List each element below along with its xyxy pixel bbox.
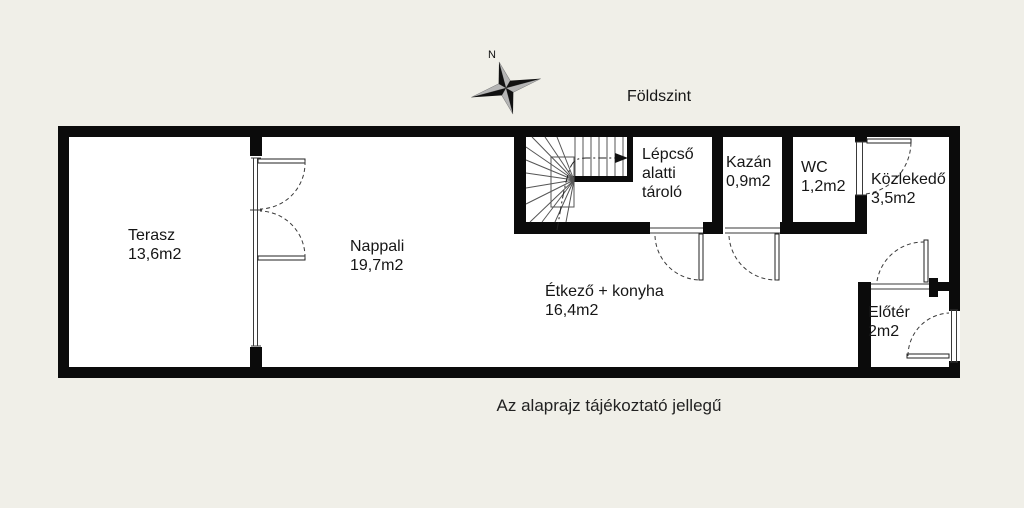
room-label-eloter: [868, 303, 910, 341]
room-name: WC: [801, 159, 828, 176]
door-leaf: [258, 159, 305, 163]
wall-left: [58, 126, 69, 378]
stair-inner-wall-horizontal: [573, 176, 633, 182]
room-label-kazan: [726, 153, 771, 191]
room-label-kozlekedo: [871, 170, 946, 208]
wall-right-upper: [949, 126, 960, 311]
door-leaf: [867, 139, 911, 143]
door-leaf: [699, 234, 703, 280]
room-area: 0,9m2: [726, 173, 771, 190]
compass-dark-blades: [464, 53, 548, 124]
page-title: Földszint: [627, 88, 692, 105]
disclaimer-note: Az alaprajz tájékoztató jellegű: [496, 396, 722, 415]
room-area: 3,5m2: [871, 190, 916, 207]
room-area: 1,2m2: [801, 178, 846, 195]
compass-north-label: N: [488, 49, 496, 61]
eloter-door-jamb: [929, 278, 938, 297]
stair-inner-wall-vertical: [627, 137, 633, 182]
terasz-wall-stub-bottom: [250, 347, 262, 367]
room-label-wc: [801, 158, 845, 196]
room-area: 13,6m2: [128, 246, 182, 263]
stair-room-wall-bottom: [514, 222, 650, 234]
wc-right-wall: [855, 195, 867, 234]
room-name: Kazán: [726, 154, 772, 171]
stair-room-wall-left: [514, 137, 526, 234]
room-area: 2m2: [868, 323, 900, 340]
wc-wall-bottom: [780, 222, 867, 234]
compass-rose: [464, 53, 548, 124]
room-name: Közlekedő: [871, 171, 946, 188]
room-name: Nappali: [350, 238, 405, 255]
door-leaf: [924, 240, 928, 282]
room-name: Lépcső alatti tároló: [642, 146, 694, 201]
wall-bottom: [58, 367, 960, 378]
room-area: 19,7m2: [350, 257, 404, 274]
door-leaf: [258, 256, 305, 260]
kazan-wc-partition: [782, 137, 793, 234]
tarolo-kazan-partition: [712, 137, 723, 234]
wall-right-lower: [949, 361, 960, 378]
room-name: Előtér: [868, 304, 910, 321]
door-leaf: [907, 354, 949, 358]
room-label-lepcso-alatti-tarolo: [642, 145, 708, 202]
wall-top: [58, 126, 960, 137]
door-leaf: [775, 234, 779, 280]
room-label-etkezo-konyha: [545, 282, 664, 320]
terasz-wall-stub-top: [250, 137, 262, 156]
wc-right-wall-stub: [855, 137, 867, 142]
eloter-wall-top-right: [938, 282, 949, 291]
room-name: Étkező + konyha: [545, 283, 664, 300]
room-area: 16,4m2: [545, 302, 599, 319]
room-label-nappali: [350, 237, 404, 275]
room-name: Terasz: [128, 227, 176, 244]
room-label-terasz: [128, 226, 181, 264]
